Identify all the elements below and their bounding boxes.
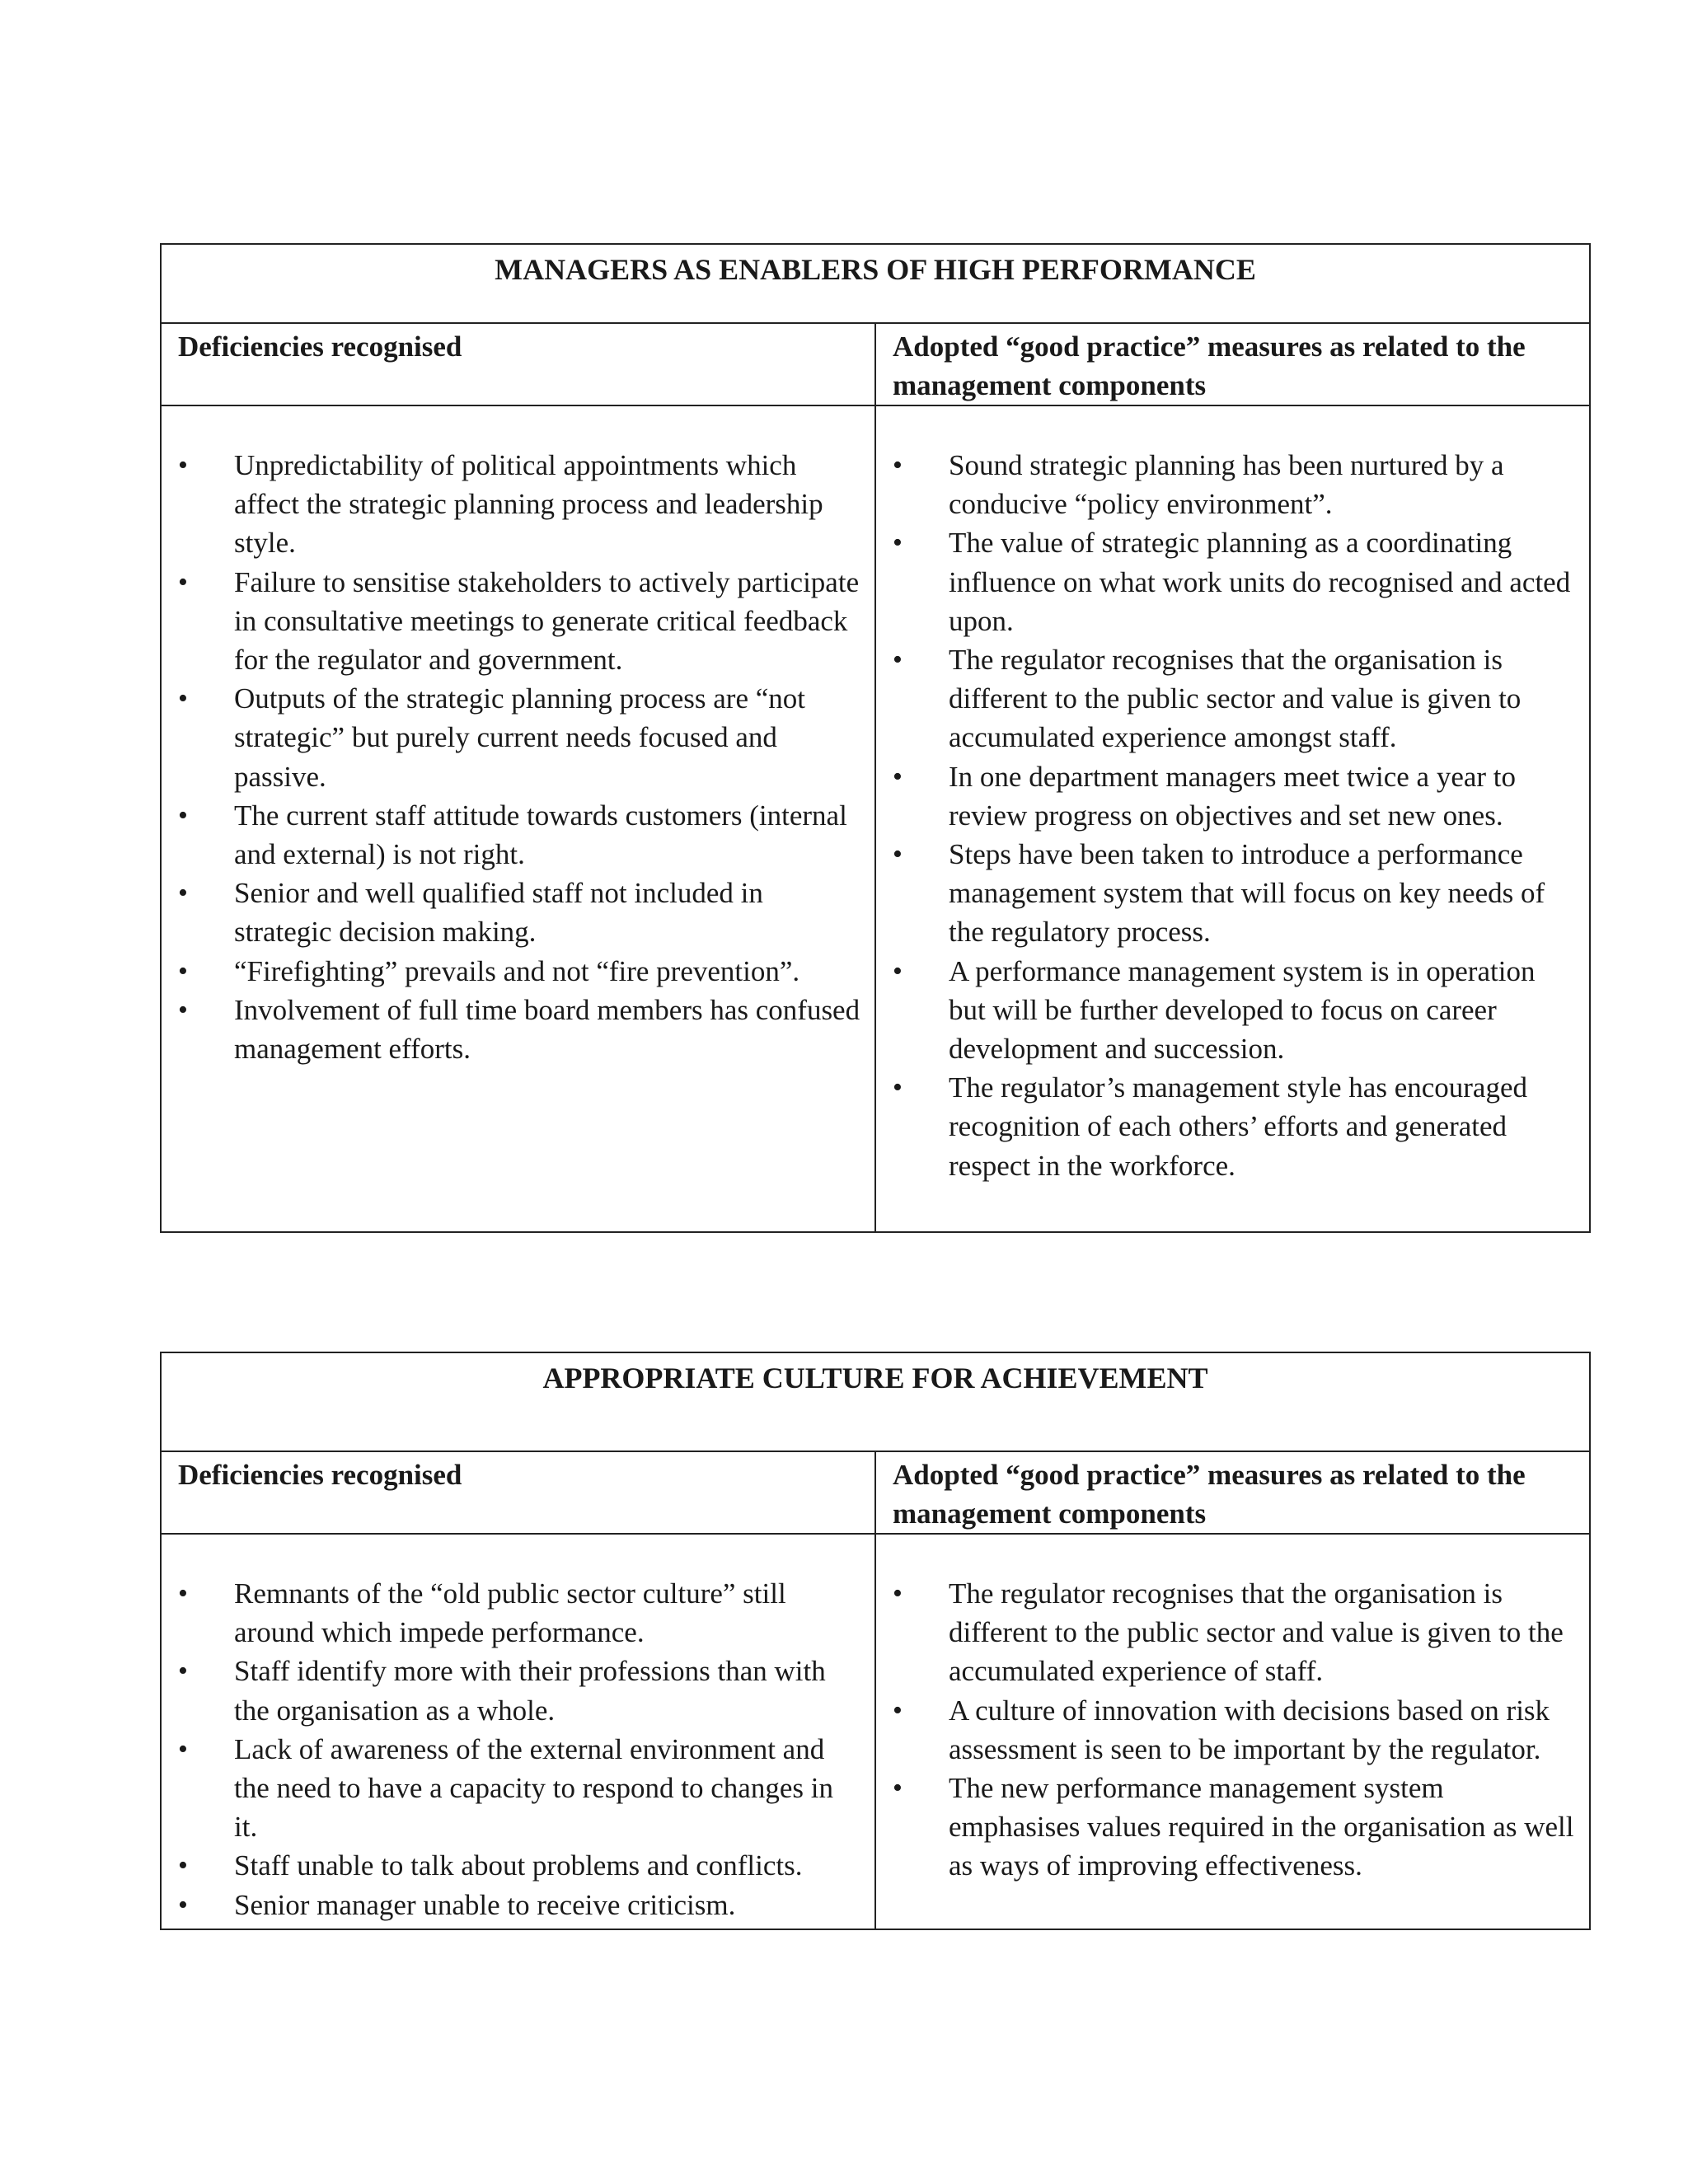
list-item: • Outputs of the strategic planning process are “not strategic” but purely current needs focused and passive. xyxy=(178,679,863,796)
list-item: • The current staff attitude towards customers (internal and external) is not right. xyxy=(178,796,863,874)
list-item: • A culture of innovation with decisions based on risk assessment is seen to be important by the regulator. xyxy=(893,1691,1578,1769)
deficiencies-header: Deficiencies recognised xyxy=(161,1451,875,1534)
list-item: • The regulator recognises that the organisation is different to the public sector and value is given to the accumulated experience of staff. xyxy=(893,1574,1578,1691)
deficiencies-cell xyxy=(161,1534,875,1929)
good-practice-list xyxy=(893,1535,1578,1886)
list-item: • Staff unable to talk about problems and conflicts. xyxy=(178,1846,863,1885)
deficiencies-cell xyxy=(161,405,875,1232)
deficiencies-list xyxy=(178,406,863,1068)
list-item: • Failure to sensitise stakeholders to actively participate in consultative meetings to generate critical feedback for the regulator and government. xyxy=(178,563,863,680)
list-item: • Lack of awareness of the external environment and the need to have a capacity to respond to changes in it. xyxy=(178,1730,863,1847)
good-practice-header: Adopted “good practice” measures as related to the management components xyxy=(875,1451,1590,1534)
list-item: • Senior and well qualified staff not included in strategic decision making. xyxy=(178,874,863,951)
list-item: • Senior manager unable to receive criticism. xyxy=(178,1886,863,1924)
good-practice-list xyxy=(893,406,1578,1185)
list-item: • The new performance management system emphasises values required in the organisation as well as ways of improving effectiveness. xyxy=(893,1769,1578,1886)
list-item: • The value of strategic planning as a coordinating influence on what work units do recognised and acted upon. xyxy=(893,523,1578,640)
culture-table xyxy=(160,1352,1591,1930)
list-item: • Steps have been taken to introduce a performance management system that will focus on key needs of the regulatory process. xyxy=(893,835,1578,952)
managers-table xyxy=(160,243,1591,1233)
list-item: • “Firefighting” prevails and not “fire prevention”. xyxy=(178,952,863,991)
list-item: • The regulator recognises that the organisation is different to the public sector and value is given to accumulated experience amongst staff. xyxy=(893,640,1578,757)
list-item: • Remnants of the “old public sector culture” still around which impede performance. xyxy=(178,1574,863,1652)
table-title: APPROPRIATE CULTURE FOR ACHIEVEMENT xyxy=(161,1352,1590,1451)
table-title: MANAGERS AS ENABLERS OF HIGH PERFORMANCE xyxy=(161,244,1590,323)
good-practice-cell xyxy=(875,405,1590,1232)
list-item: • Staff identify more with their professions than with the organisation as a whole. xyxy=(178,1652,863,1729)
list-item: • In one department managers meet twice a year to review progress on objectives and set new ones. xyxy=(893,757,1578,835)
list-item: • Unpredictability of political appointments which affect the strategic planning process and leadership style. xyxy=(178,446,863,563)
good-practice-header: Adopted “good practice” measures as related to the management components xyxy=(875,323,1590,405)
list-item: • Involvement of full time board members has confused management efforts. xyxy=(178,991,863,1068)
deficiencies-list xyxy=(178,1535,863,1924)
list-item: • A performance management system is in operation but will be further developed to focus on career development and succession. xyxy=(893,952,1578,1069)
deficiencies-header: Deficiencies recognised xyxy=(161,323,875,405)
list-item: • Sound strategic planning has been nurtured by a conducive “policy environment”. xyxy=(893,446,1578,523)
list-item: • The regulator’s management style has encouraged recognition of each others’ efforts and generated respect in the workforce. xyxy=(893,1068,1578,1185)
good-practice-cell xyxy=(875,1534,1590,1929)
